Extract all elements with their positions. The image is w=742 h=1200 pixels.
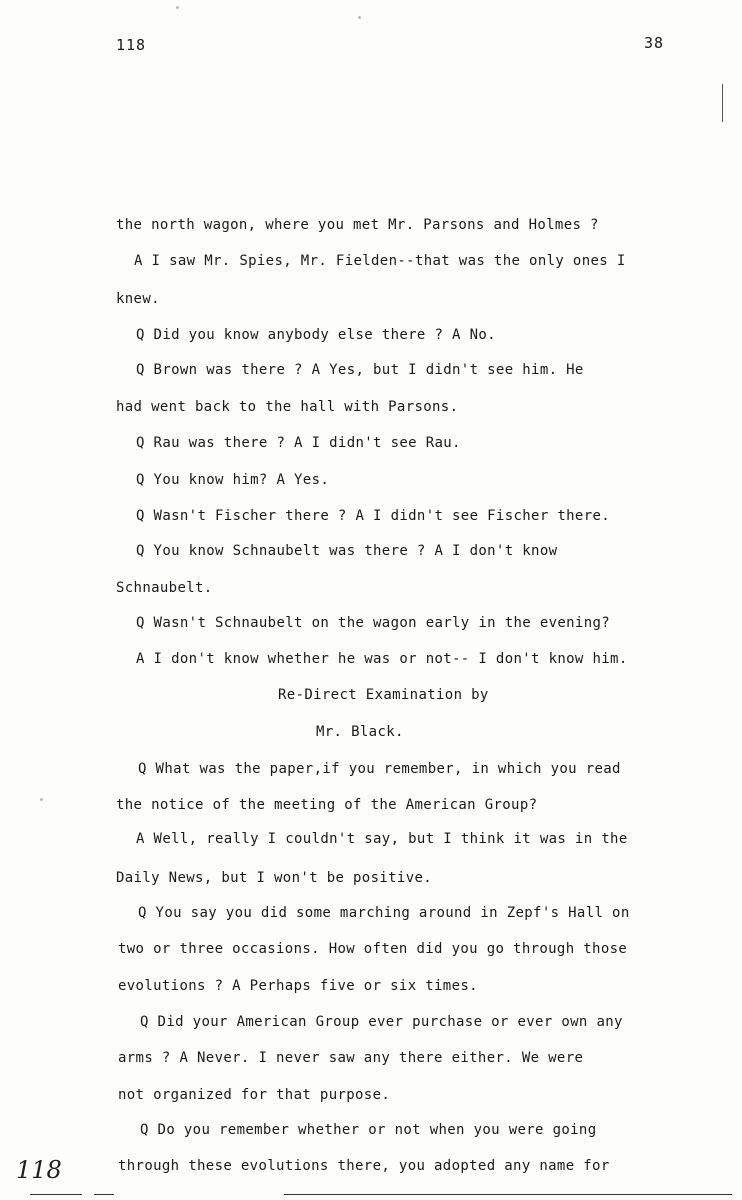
section-subheading: Mr. Black. (316, 724, 404, 740)
text-line: through these evolutions there, you adopted any name for (118, 1158, 610, 1174)
text-line: arms ? A Never. I never saw any there either. We were (118, 1050, 584, 1066)
text-line: A I don't know whether he was or not-- I don't know him. (136, 651, 628, 667)
scan-speck (358, 16, 361, 19)
text-line: Q Brown was there ? A Yes, but I didn't see him. He (136, 362, 584, 378)
text-line: A Well, really I couldn't say, but I think it was in the (136, 831, 628, 847)
handwritten-page-note: 118 (16, 1156, 62, 1184)
text-line: A I saw Mr. Spies, Mr. Fielden--that was the only ones I (134, 253, 626, 269)
page-number-right: 38 (644, 34, 665, 52)
text-line: Daily News, but I won't be positive. (116, 870, 433, 886)
text-line: Q Rau was there ? A I didn't see Rau. (136, 435, 461, 451)
text-line: Q Did you know anybody else there ? A No. (136, 327, 496, 343)
bottom-rule-segment (284, 1194, 732, 1195)
section-heading: Re-Direct Examination by (278, 687, 489, 703)
text-line: two or three occasions. How often did you go through those (118, 941, 628, 957)
text-line: Q Wasn't Schnaubelt on the wagon early in the evening? (136, 615, 611, 631)
text-line: had went back to the hall with Parsons. (116, 399, 459, 415)
bottom-rule-segment (94, 1194, 114, 1195)
text-line: knew. (116, 291, 160, 307)
text-line: not organized for that purpose. (118, 1087, 391, 1103)
text-line: Q You know him? A Yes. (136, 472, 330, 488)
text-line: the notice of the meeting of the American Group? (116, 797, 538, 813)
text-line: Q You know Schnaubelt was there ? A I don't know (136, 543, 558, 559)
text-line: Q Do you remember whether or not when you were going (140, 1122, 597, 1138)
scan-speck (40, 798, 43, 801)
bottom-rule-segment (30, 1194, 82, 1195)
text-line: Q Wasn't Fischer there ? A I didn't see Fischer there. (136, 508, 611, 524)
text-line: Q You say you did some marching around in Zepf's Hall on (138, 905, 630, 921)
margin-mark (722, 84, 723, 122)
text-line: evolutions ? A Perhaps five or six times. (118, 978, 478, 994)
text-line: the north wagon, where you met Mr. Parsons and Holmes ? (116, 217, 599, 233)
scan-speck (176, 6, 179, 9)
text-line: Q Did your American Group ever purchase or ever own any (140, 1014, 623, 1030)
text-line: Q What was the paper,if you remember, in which you read (138, 761, 621, 777)
text-line: Schnaubelt. (116, 580, 213, 596)
page-number-left: 118 (116, 36, 147, 54)
